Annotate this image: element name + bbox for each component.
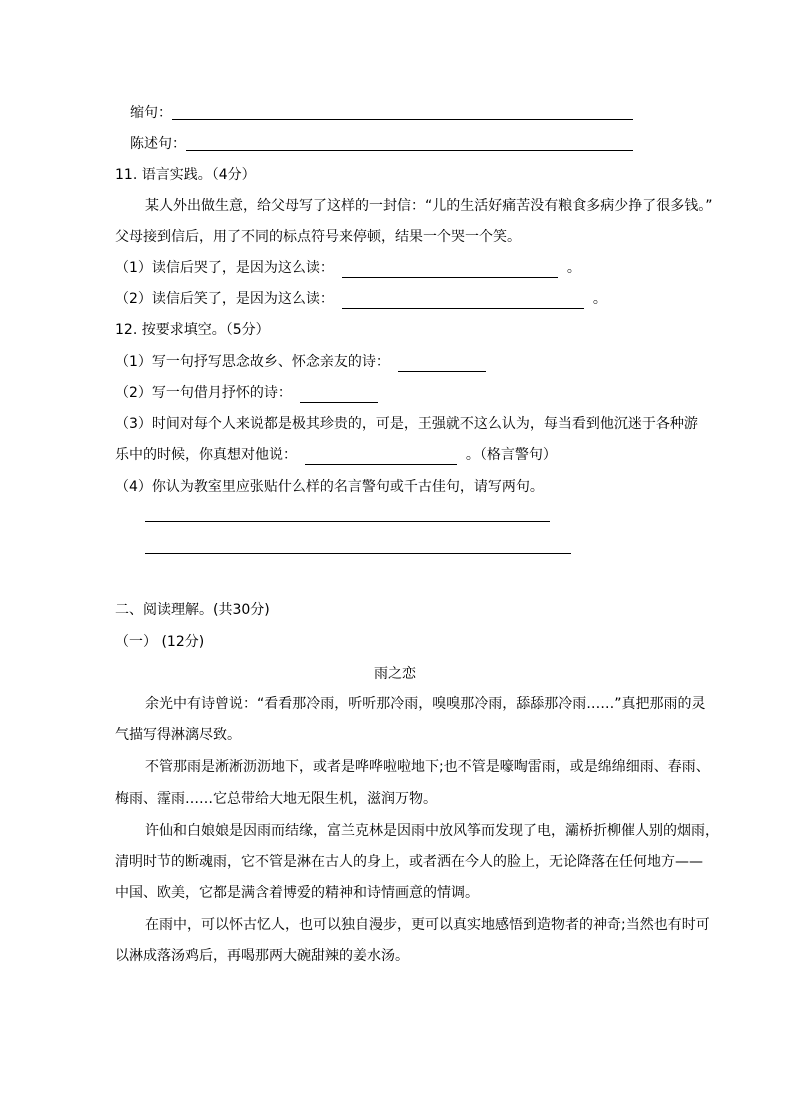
q10-chenshuju-label: 陈述句：	[130, 136, 186, 152]
article-p3-line2: 清明时节的断魂雨，它不管是淋在古人的身上，或者洒在今人的脸上，无论降落在任何地方——	[115, 854, 703, 870]
q11-item1-blank[interactable]	[342, 263, 558, 278]
q12-item4-answer-line2[interactable]	[145, 553, 571, 554]
q12-item2-blank[interactable]	[300, 388, 378, 403]
q12-item3-line2	[115, 445, 557, 465]
q10-fuju-answer-blank[interactable]	[172, 119, 633, 120]
q11-text-line2: 父母接到信后，用了不同的标点符号来停顿，结果一个哭一个笑。	[115, 229, 521, 245]
article-title: 雨之恋	[374, 666, 416, 682]
q11-item1-label: （1）读信后哭了，是因为这么读：	[115, 260, 334, 276]
article-p1-line2: 气描写得淋漓尽致。	[115, 727, 241, 743]
q11-item2-blank[interactable]	[342, 294, 584, 309]
q12-item1	[115, 352, 490, 372]
q12-item4-answer-line1[interactable]	[145, 521, 550, 522]
q12-title: 12. 按要求填空。（5分）	[115, 322, 270, 338]
article-p4-line2: 以淋成落汤鸡后，再喝那两大碗甜辣的姜水汤。	[115, 948, 409, 964]
article-p2-line2: 梅雨、霪雨……它总带给大地无限生机，滋润万物。	[115, 791, 437, 807]
q12-item3-label: 乐中的时候，你真想对他说：	[115, 447, 297, 463]
q10-fuju-label: 缩句：	[130, 105, 172, 121]
q12-item3-blank[interactable]	[305, 450, 457, 465]
section2-sub1: （一） (12分)	[115, 634, 205, 650]
section2-title: 二、阅读理解。(共30分)	[115, 602, 270, 618]
q12-item3-end: 。（格言警句）	[465, 447, 557, 463]
q12-item3-line1: （3）时间对每个人来说都是极其珍贵的，可是，王强就不这么认为，每当看到他沉迷于各种游	[115, 416, 698, 432]
q10-fuju-line	[130, 103, 172, 123]
q11-item2	[115, 289, 607, 309]
q11-text-line1: 某人外出做生意，给父母写了这样的一封信：“儿的生活好痛苦没有粮食多病少挣了很多钱。”	[145, 198, 713, 214]
article-p1-line1: 余光中有诗曾说：“看看那冷雨，听听那冷雨，嗅嗅那冷雨，舔舔那冷雨……”真把那雨的灵	[145, 696, 706, 712]
q11-item1	[115, 258, 581, 278]
article-p3-line1: 许仙和白娘娘是因雨而结缘，富兰克林是因雨中放风筝而发现了电，灞桥折柳催人别的烟雨，	[145, 823, 719, 839]
q12-item1-label: （1）写一句抒写思念故乡、怀念亲友的诗：	[115, 354, 390, 370]
q12-item2-label: （2）写一句借月抒怀的诗：	[115, 385, 292, 401]
q12-item1-blank[interactable]	[398, 357, 486, 372]
q10-chenshuju-line	[130, 134, 186, 154]
q12-item4: （4）你认为教室里应张贴什么样的名言警句或千古佳句，请写两句。	[115, 479, 544, 495]
q12-item2	[115, 383, 382, 403]
q11-title: 11. 语言实践。（4分）	[115, 167, 256, 183]
q11-item2-end: 。	[592, 291, 607, 307]
article-p2-line1: 不管那雨是淅淅沥沥地下，或者是哗哗啦啦地下;也不管是嚎啕雷雨，或是绵绵细雨、春雨、	[145, 759, 710, 775]
article-p3-line3: 中国、欧美，它都是满含着博爱的精神和诗情画意的情调。	[115, 885, 479, 901]
q11-item2-label: （2）读信后笑了，是因为这么读：	[115, 291, 334, 307]
article-p4-line1: 在雨中，可以怀古忆人，也可以独自漫步，更可以真实地感悟到造物者的神奇;当然也有时可	[145, 917, 710, 933]
q11-item1-end: 。	[566, 260, 581, 276]
q10-chenshuju-answer-blank[interactable]	[186, 150, 633, 151]
